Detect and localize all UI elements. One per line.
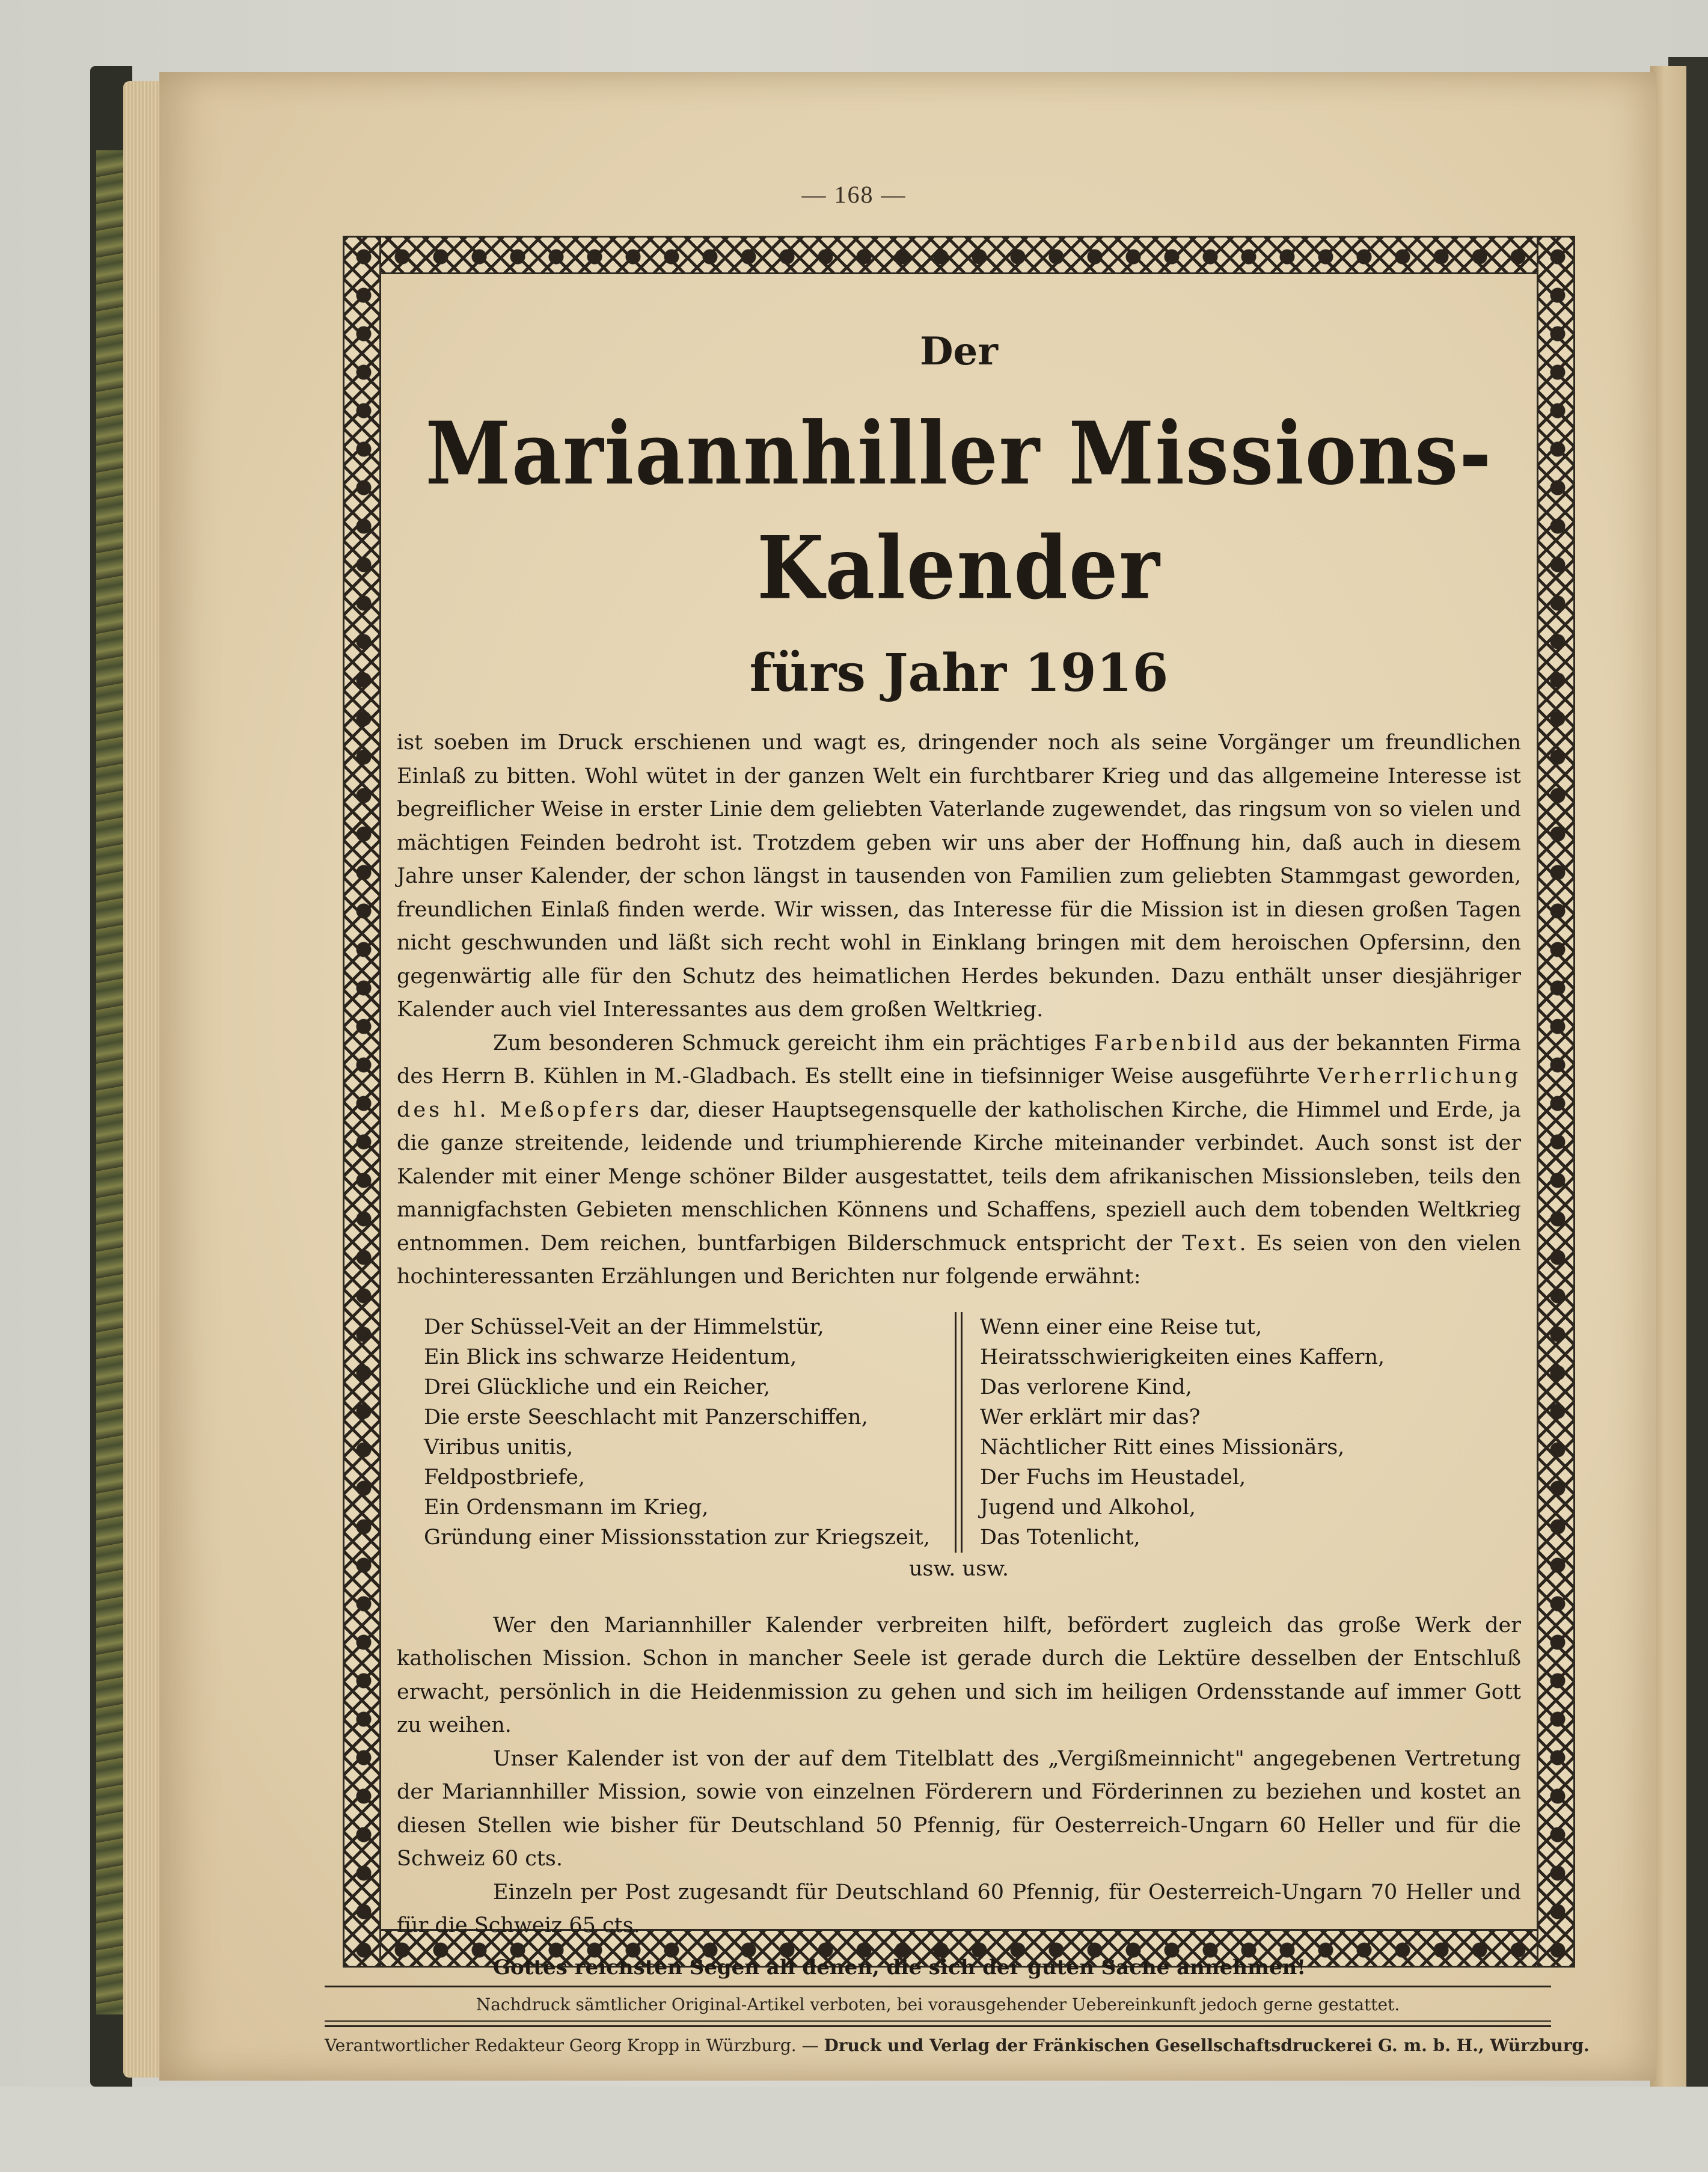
story-item: Viribus unitis, [424, 1435, 574, 1459]
column-divider [961, 1312, 963, 1553]
story-list [397, 1312, 1521, 1553]
column-divider [955, 1312, 957, 1553]
story-list-etc: usw. usw. [909, 1556, 1009, 1581]
adornment-spaced-1: Farbenbild [1094, 1031, 1240, 1055]
footer-rule [325, 2020, 1551, 2022]
story-item: Feldpostbriefe, [424, 1465, 586, 1489]
footer-imprint [325, 2032, 1590, 2059]
adornment-text-2: aus der bekannten Firma des Herrn B. Kühlen in M.-Gladbach. Es stellt eine in tiefsinniger Weise ausgeführte [397, 1031, 1521, 1088]
scan-bottom-margin [0, 2087, 1708, 2172]
story-item: Ein Ordensmann im Krieg, [424, 1495, 709, 1520]
advertisement-content [397, 301, 1521, 1980]
paragraph-intro: ist soeben im Druck erschienen und wagt es, dringender noch als seine Vorgänger um freundlichen Einlaß zu bitten. Wohl wütet in der ganzen Welt ein furchtbarer Krieg und das allgemeine Interesse ist begreiflicher Weise in erster Linie dem geliebten Vaterlande zugewendet, das ringsum von so vielen und mächtigen Feinden bedroht ist. Trotzdem geben wir uns aber der Hoffnung hin, daß auch in diesem Jahre unser Kalender, der schon längst in tausenden von Familien zum geliebten Stammgast geworden, freundlichen Einlaß finden werde. Wir wissen, das Interesse für die Mission ist in diesen großen Tagen nicht geschwunden und läßt sich recht wohl in Einklang bringen mit dem heroischen Opfersinn, den gegenwärtig alle für den Schutz des heimatlichen Herdes bekunden. Dazu enthält unser diesjähriger Kalender auch viel Interessantes aus dem großen Weltkrieg. [397, 731, 1521, 1022]
paragraph-post: Einzeln per Post zugesandt für Deutschland 60 Pfennig, für Oesterreich-Ungarn 70 Heller und für die Schweiz 65 cts. [397, 1880, 1521, 1937]
story-item: Der Schüssel-Veit an der Himmelstür, [424, 1315, 824, 1339]
story-item: Das verlorene Kind, [980, 1375, 1192, 1399]
heading-year: fürs Jahr 1916 [749, 643, 1169, 704]
footer-rule [325, 2025, 1551, 2027]
frame-border-left [343, 236, 381, 1968]
story-item: Nächtlicher Ritt eines Missionärs, [980, 1435, 1345, 1459]
story-item: Die erste Seeschlacht mit Panzerschiffen, [424, 1405, 868, 1429]
story-item: Gründung einer Missionsstation zur Kriegszeit, [424, 1525, 930, 1550]
footer-reprint-notice: Nachdruck sämtlicher Original-Artikel verboten, bei vorausgehender Uebereinkunft jedoch gerne gestattet. [476, 1995, 1400, 2014]
story-item: Drei Glückliche und ein Reicher, [424, 1375, 771, 1399]
story-item: Heiratsschwierigkeiten eines Kaffern, [980, 1345, 1385, 1369]
story-item: Wer erklärt mir das? [980, 1405, 1201, 1429]
footer-rule [325, 1986, 1551, 1987]
imprint-editor: Verantwortlicher Redakteur Georg Kropp in Würzburg. — [325, 2035, 824, 2055]
story-column-left [424, 1312, 941, 1553]
adornment-text-1: Zum besonderen Schmuck gereicht ihm ein prächtiges [493, 1031, 1095, 1055]
adornment-text-3: dar, dieser Hauptsegensquelle der katholischen Kirche, die Himmel und Erde, ja die ganze streitende, leidende und triumphierende Kirche miteinander verbindet. Auch sonst ist der Kalender mit einer Menge schöner Bilder ausgestattet, teils dem afrikanischen Missionsleben, teils den mannigfachsten Gebieten menschlichen Könnens und Schaffens, speziell auch dem tobenden Weltkrieg entnommen. Dem reichen, buntfarbigen Bilderschmuck entspricht der [397, 1097, 1521, 1256]
story-column-right [980, 1312, 1497, 1553]
heading-article: Der [920, 329, 998, 374]
marbled-binding [96, 150, 123, 2014]
frame-border-right [1537, 236, 1575, 1968]
page-number: — 168 — [801, 181, 907, 208]
heading-title: Mariannhiller Missions-Kalender [425, 403, 1493, 619]
paragraph-prices: Unser Kalender ist von der auf dem Titelblatt des „Vergißmeinnicht" angegebenen Vertretung der Mariannhiller Mission, sowie von einzelnen Förderern und Förderinnen zu beziehen und kostet an diesen Stellen wie bisher für Deutschland 50 Pfennig, für Oesterreich-Ungarn 60 Heller und für die Schweiz 60 cts. [397, 1746, 1521, 1871]
story-item: Jugend und Alkohol, [980, 1495, 1196, 1520]
paragraph-adornment [397, 1027, 1521, 1294]
paragraph-blessing: Gottes reichsten Segen all denen, die sich der guten Sache annehmen! [493, 1955, 1306, 1980]
adornment-spaced-2: Verherrlichung des hl. Meßopfers [397, 1064, 1521, 1122]
frame-border-top [343, 236, 1575, 274]
adornment-text-4: . Es seien von den vielen hochinteressanten Erzählungen und Berichten nur folgende erwähnt: [397, 1231, 1521, 1289]
story-item: Ein Blick ins schwarze Heidentum, [424, 1345, 797, 1369]
adornment-spaced-3: Text [1182, 1231, 1240, 1256]
story-item: Das Totenlicht, [980, 1525, 1140, 1550]
story-item: Der Fuchs im Heustadel, [980, 1465, 1246, 1489]
paragraph-spread: Wer den Mariannhiller Kalender verbreiten hilft, befördert zugleich das große Werk der katholischen Mission. Schon in mancher Seele ist gerade durch die Lektüre desselben der Entschluß erwacht, persönlich in die Heidenmission zu gehen und sich im heiligen Ordensstande auf immer Gott zu weihen. [397, 1613, 1521, 1737]
story-item: Wenn einer eine Reise tut, [980, 1315, 1263, 1339]
imprint-publisher: Druck und Verlag der Fränkischen Gesellschaftsdruckerei G. m. b. H., Würzburg. [824, 2035, 1590, 2055]
